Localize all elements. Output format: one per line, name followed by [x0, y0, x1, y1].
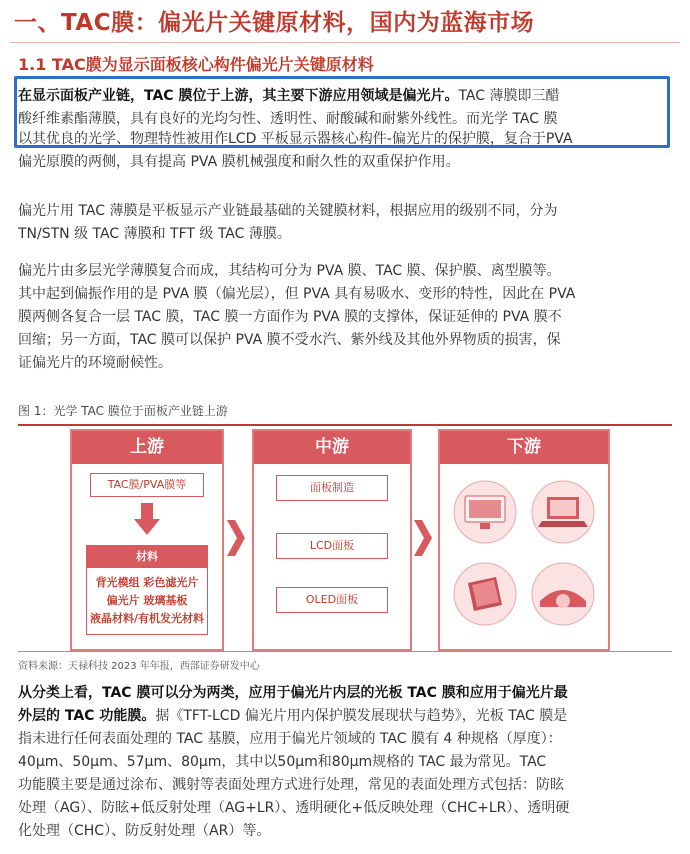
paragraph-line: 偏光片由多层光学薄膜复合而成，其结构可分为 PVA 膜、TAC 膜、保护膜、离型膜等。	[18, 263, 561, 279]
materials-line: 液晶材料/有机发光材料	[89, 612, 205, 625]
materials-box	[86, 545, 208, 635]
paragraph-line	[18, 705, 672, 728]
paragraph-line: 化处理（CHC）、防反射处理（AR）等。	[18, 823, 271, 839]
oled-panel-box: OLED面板	[276, 587, 388, 613]
section-heading: 一、TAC膜：偏光片关键原材料，国内为蓝海市场	[14, 10, 535, 36]
paragraph-line: 其中起到偏振作用的是 PVA 膜（偏光层），但 PVA 具有易吸水、变形的特性，因此在 PVA	[18, 286, 576, 302]
tablet-icon	[452, 561, 518, 627]
paragraph-line: 回缩；另一方面，TAC 膜可以保护 PVA 膜不受水汽、紫外线及其他外界物质的损害，保	[18, 332, 561, 348]
heading-divider	[10, 42, 680, 43]
materials-header: 材料	[87, 546, 207, 568]
paragraph-line: 以其优良的光学、物理特性被用作LCD 平板显示器核心构件-偏光片的保护膜，复合于PVA	[18, 131, 573, 147]
materials-line: 偏光片 玻璃基板	[106, 594, 188, 607]
paragraph-line: 酸纤维素酯薄膜，具有良好的光均匀性、透明性、耐酸碱和耐紫外线性。而光学 TAC 膜	[18, 111, 558, 127]
chevron-right-icon	[227, 520, 245, 556]
paragraph-line: 偏光原膜的两侧，具有提高 PVA 膜机械强度和耐久性的双重保护作用。	[18, 154, 460, 170]
text-run: 据《TFT-LCD 偏光片用内保护膜发展现状与趋势》，光板 TAC 膜是	[155, 708, 568, 724]
paragraph-3	[18, 260, 672, 375]
midstream-header: 中游	[254, 431, 410, 464]
paragraph-line: 功能膜主要是通过涂布、溅射等表面处理方式进行处理，常见的表面处理方式包括：防眩	[18, 777, 564, 793]
paragraph-line: 从分类上看，TAC 膜可以分为两类，应用于偏光片内层的光板 TAC 膜和应用于偏光片最	[18, 685, 568, 701]
subsection-heading: 1.1 TAC膜为显示面板核心构件偏光片关键原材料	[18, 55, 374, 74]
highlight-box	[14, 76, 670, 148]
paragraph-4	[18, 682, 672, 843]
figure-source: 资料来源：天禄科技 2023 年年报，西部证券研发中心	[18, 661, 260, 672]
paragraph-line: 处理（AG）、防眩+低反射处理（AG+LR）、透明硬化+低反映处理（CHC+LR）、透明硬	[18, 800, 570, 816]
lcd-panel-box: LCD面板	[276, 533, 388, 559]
down-arrow-icon	[132, 503, 162, 537]
bold-lead-text: 在显示面板产业链，TAC 膜位于上游，其主要下游应用领域是偏光片。	[18, 88, 459, 104]
paragraph-line: 膜两侧各复合一层 TAC 膜，TAC 膜一方面作为 PVA 膜的支撑体，保证延伸的 PVA 膜不	[18, 309, 562, 325]
chevron-right-icon	[414, 520, 432, 556]
tac-pva-film-box: TAC膜/PVA膜等	[90, 473, 204, 497]
television-icon	[452, 479, 518, 545]
bold-lead-text: 外层的 TAC 功能膜。	[18, 708, 156, 724]
car-dashboard-icon	[530, 561, 596, 627]
upstream-panel	[70, 429, 224, 651]
paragraph-line: 偏光片用 TAC 薄膜是平板显示产业链最基础的关键膜材料，根据应用的级别不同，分为	[18, 203, 558, 219]
upstream-header: 上游	[72, 431, 222, 464]
downstream-panel	[438, 429, 610, 651]
laptop-icon	[530, 479, 596, 545]
midstream-panel	[252, 429, 412, 651]
materials-line: 背光模组 彩色滤光片	[95, 576, 199, 589]
paragraph-line: TN/STN 级 TAC 薄膜和 TFT 级 TAC 薄膜。	[18, 226, 291, 242]
panel-manufacturing-box: 面板制造	[276, 475, 388, 501]
downstream-header: 下游	[440, 431, 608, 464]
text-run: TAC 薄膜即三醋	[458, 88, 560, 104]
paragraph-2	[18, 200, 672, 246]
figure-title: 图 1：光学 TAC 膜位于面板产业链上游	[18, 404, 228, 418]
paragraph-line: 指未进行任何表面处理的 TAC 基膜，应用于偏光片领域的 TAC 膜有 4 种规格（厚度）：	[18, 731, 562, 747]
figure-bottom-rule	[18, 651, 672, 652]
paragraph-line: 40μm、50μm、57μm、80μm，其中以50μm和80μm规格的 TAC 最为常见。TAC	[18, 754, 547, 770]
paragraph-line: 证偏光片的环境耐候性。	[18, 355, 172, 371]
industry-chain-figure	[70, 425, 610, 650]
